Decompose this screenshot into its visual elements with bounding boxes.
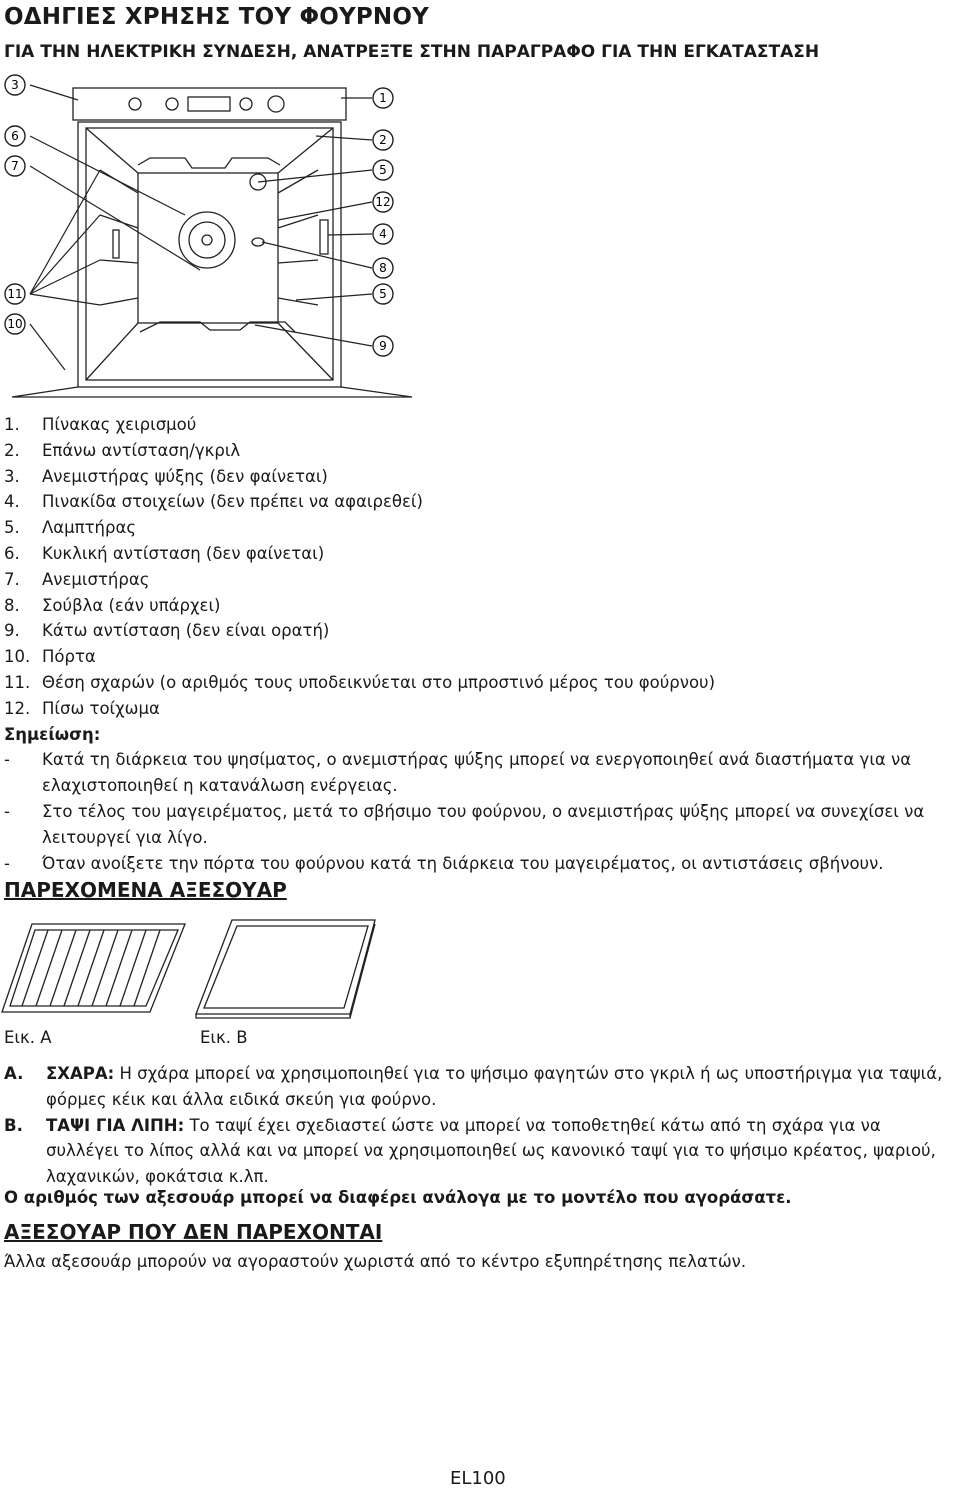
list-item: 9. Κάτω αντίσταση (δεν είναι ορατή) (4, 621, 330, 641)
note-title: Σημείωση: (4, 724, 101, 744)
list-item: 5. Λαμπτήρας (4, 518, 137, 538)
page-title: ΟΔΗΓΙΕΣ ΧΡΗΣΗΣ ΤΟΥ ΦΟΥΡΝΟΥ (4, 4, 429, 30)
callout-left: 7 (11, 159, 19, 173)
callout-right: 12 (375, 195, 391, 209)
fig-a-label: Εικ. A (4, 1028, 52, 1047)
accessories-heading: ΠΑΡΕΧΟΜΕΝΑ ΑΞΕΣΟΥΑΡ (4, 878, 287, 902)
callout-right: 9 (379, 339, 387, 353)
callout-right: 8 (379, 261, 387, 275)
list-item: 4. Πινακίδα στοιχείων (δεν πρέπει να αφαιρεθεί) (4, 492, 423, 512)
not-supplied-heading: ΑΞΕΣΟΥΑΡ ΠΟΥ ΔΕΝ ΠΑΡΕΧΟΝΤΑΙ (4, 1220, 383, 1244)
list-item: 3. Ανεμιστήρας ψύξης (δεν φαίνεται) (4, 466, 328, 486)
list-item: 2. Επάνω αντίσταση/γκριλ (4, 440, 241, 460)
drip-tray-icon (196, 920, 375, 1018)
list-item: 1. Πίνακας χειρισμού (4, 415, 197, 434)
fig-b-label: Εικ. B (200, 1028, 248, 1047)
list-item: 11. Θέση σχαρών (ο αριθμός τους υποδεικνύεται στο μπροστινό μέρος του φούρνου) (4, 672, 716, 692)
parts-list (4, 412, 960, 876)
callout-right: 1 (379, 91, 387, 105)
accessory-illustrations (0, 910, 380, 1022)
accessories-note: Ο αριθμός των αξεσουάρ μπορεί να διαφέρει ανάλογα με το μοντέλο που αγοράσατε. (4, 1188, 792, 1207)
list-item: B. ΤΑΨΙ ΓΙΑ ΛΙΠΗ: Το ταψί έχει σχεδιαστεί ώστε να μπορεί να τοποθετηθεί κάτω από τη σχάρα για να συλλέγει το λίπος αλλά και να μπορεί να χρησιμοποιηθεί ως κανονικό ταψί για το ψήσιμο κρέατος, ψαριού, λαχανικών, φοκάτσια κ.λπ. (4, 1115, 936, 1187)
grill-rack-icon (2, 924, 185, 1012)
page-subtitle: ΓΙΑ ΤΗΝ ΗΛΕΚΤΡΙΚΗ ΣΥΝΔΕΣΗ, ΑΝΑΤΡΕΞΤΕ ΣΤΗΝ ΠΑΡΑΓΡΑΦΟ ΓΙΑ ΤΗΝ ΕΓΚΑΤΑΣΤΑΣΗ (4, 42, 820, 62)
callout-left: 6 (11, 129, 19, 143)
list-item: 7. Ανεμιστήρας (4, 569, 150, 589)
not-supplied-text: Άλλα αξεσουάρ μπορούν να αγοραστούν χωριστά από το κέντρο εξυπηρέτησης πελατών. (4, 1252, 747, 1271)
note-bullet: - Όταν ανοίξετε την πόρτα του φούρνου κατά τη διάρκεια του μαγειρέματος, οι αντιστάσεις σβήνουν. (4, 853, 884, 873)
oven-diagram (0, 70, 420, 405)
callout-left: 10 (7, 317, 23, 331)
note-bullet: - Στο τέλος του μαγειρέματος, μετά το σβήσιμο του φούρνου, ο ανεμιστήρας ψύξης μπορεί να συνεχίσει να λειτουργεί για λίγο. (4, 801, 925, 847)
list-item: 10. Πόρτα (4, 647, 96, 667)
control-panel (73, 88, 346, 120)
list-item: A. ΣΧΑΡΑ: Η σχάρα μπορεί να χρησιμοποιηθεί για το ψήσιμο φαγητών στο γκριλ ή ως υποστήριγμα για ταψιά, φόρμες κέικ και άλλα ειδικά σκεύη για φούρνο. (4, 1064, 943, 1109)
callout-right: 5 (379, 163, 387, 177)
list-item: 12. Πίσω τοίχωμα (4, 698, 160, 718)
callout-left: 11 (7, 287, 23, 301)
accessories-list (4, 1061, 954, 1190)
callout-right: 4 (379, 227, 387, 241)
callout-left: 3 (11, 78, 19, 92)
note-bullet: - Κατά τη διάρκεια του ψησίματος, ο ανεμιστήρας ψύξης μπορεί να ενεργοποιηθεί ανά διαστήματα για να ελαχιστοποιηθεί η κατανάλωση ενέργειας. (4, 750, 912, 796)
list-item: 8. Σούβλα (εάν υπάρχει) (4, 595, 221, 615)
callout-right: 2 (379, 133, 387, 147)
callout-right: 5 (379, 287, 387, 301)
page-number: EL100 (450, 1468, 506, 1489)
list-item: 6. Κυκλική αντίσταση (δεν φαίνεται) (4, 543, 325, 563)
